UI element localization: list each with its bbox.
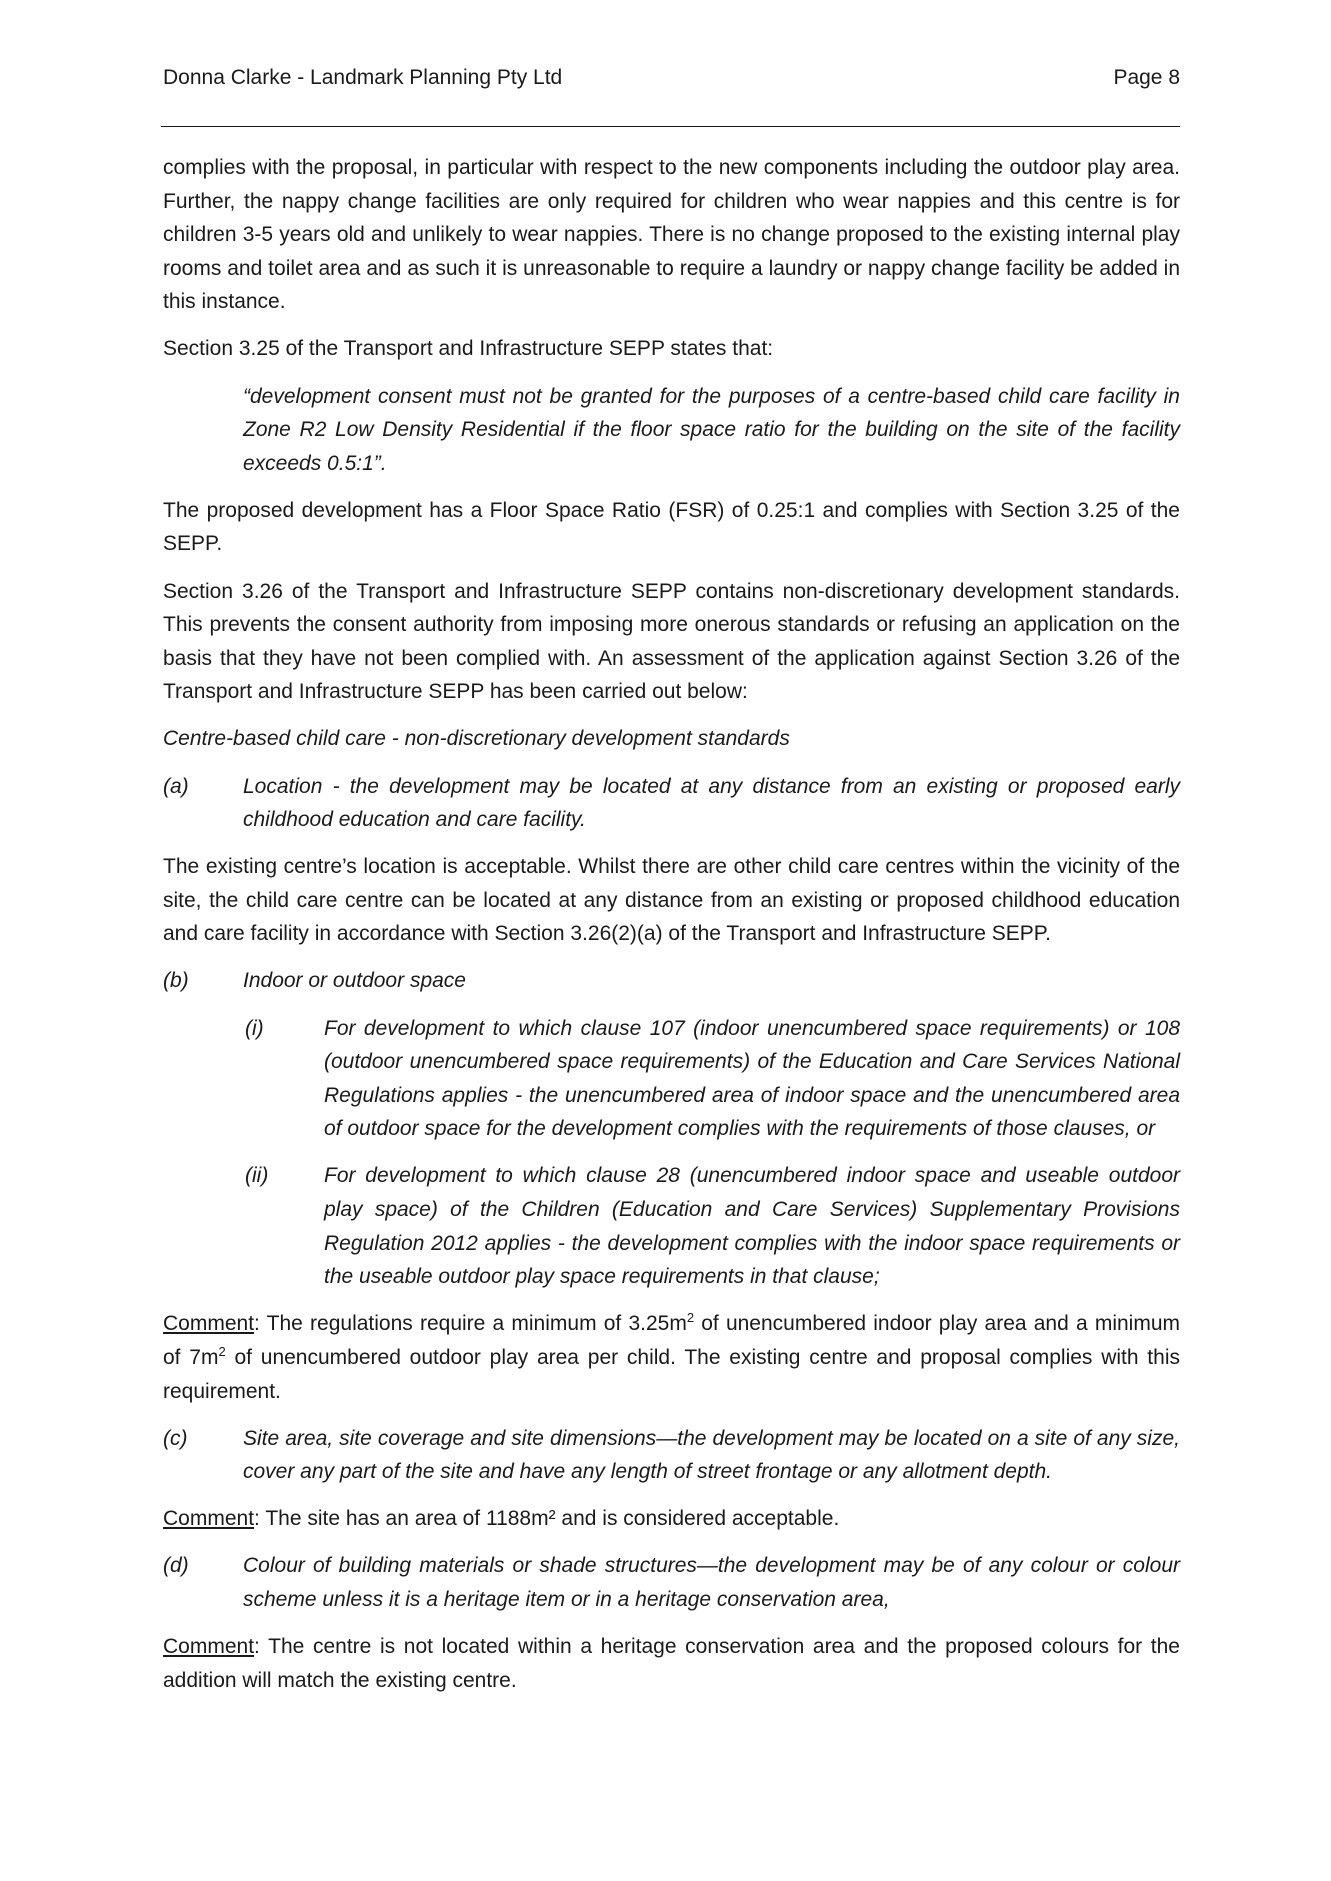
page-number: Page 8	[1113, 66, 1180, 89]
standard-item-b	[163, 964, 1180, 998]
item-label: (d)	[163, 1554, 189, 1578]
paragraph-section-3-25: Section 3.25 of the Transport and Infrastructure SEPP states that:	[163, 337, 774, 361]
comment-site-area: Comment: The site has an area of 1188m² and is considered acceptable.	[163, 1507, 840, 1531]
comment-heritage: Comment: The centre is not located within a heritage conservation area and the proposed colours for the addition will match the existing centre.	[163, 1635, 1180, 1692]
paragraph-section-3-26: Section 3.26 of the Transport and Infrastructure SEPP contains non-discretionary development standards. This prevents the consent authority from imposing more onerous standards or refusing an application on the basis that they have not been complied with. An assessment of the application against Section 3.26 of the Transport and Infrastructure SEPP has been carried out below:	[163, 579, 1180, 704]
sepp-quote: “development consent must not be granted for the purposes of a centre-based child care facility in Zone R2 Low Density Residential if the floor space ratio for the building on the site of the facility exceeds 0.5:1”.	[243, 384, 1180, 475]
subitem-label: (ii)	[245, 1164, 269, 1188]
subitem-text: For development to which clause 28 (unencumbered indoor space and useable outdoor play space) of the Children (Education and Care Services) Supplementary Provisions Regulation 2012 applies - the development complies with the indoor space requirements or the useable outdoor play space requirements in that clause;	[324, 1164, 1180, 1289]
header-author: Donna Clarke - Landmark Planning Pty Ltd	[163, 66, 563, 89]
paragraph-location: The existing centre’s location is acceptable. Whilst there are other child care centres within the vicinity of the site, the child care centre can be located at any distance from an existing or proposed childhood education and care facility in accordance with Section 3.26(2)(a) of the Transport and Infrastructure SEPP.	[163, 855, 1180, 946]
comment-label: Comment	[163, 1507, 255, 1531]
subitem-text: For development to which clause 107 (indoor unencumbered space requirements) or 108 (outdoor unencumbered space requirements) of the Education and Care Services National Regulations applies - the unencumbered area of indoor space and the unencumbered area of outdoor space for the development complies with the requirements of those clauses, or	[324, 1016, 1180, 1141]
standard-item-d	[163, 1549, 1180, 1616]
document-body	[163, 151, 1180, 1711]
comment-label: Comment	[163, 1312, 255, 1336]
standard-item-a	[163, 770, 1180, 837]
paragraph-intro: complies with the proposal, in particular with respect to the new components including the outdoor play area. Further, the nappy change facilities are only required for children who wear nappies and this centre is for children 3-5 years old and unlikely to wear nappies. There is no change proposed to the existing internal play rooms and toilet area and as such it is unreasonable to require a laundry or nappy change facility be added in this instance.	[163, 156, 1180, 314]
item-text: Indoor or outdoor space	[243, 969, 466, 993]
item-text: Site area, site coverage and site dimensions—the development may be located on a site of any size, cover any part of the site and have any length of street frontage or any allotment depth.	[243, 1426, 1180, 1484]
item-text: Colour of building materials or shade structures—the development may be of any colour or colour scheme unless it is a heritage item or in a heritage conservation area,	[243, 1554, 1180, 1611]
subitem-label: (i)	[245, 1016, 264, 1040]
standards-subheading: Centre-based child care - non-discretionary development standards	[163, 727, 790, 751]
comment-label: Comment	[163, 1635, 255, 1659]
item-text: Location - the development may be located at any distance from an existing or proposed early childhood education and care facility.	[243, 774, 1180, 832]
paragraph-fsr: The proposed development has a Floor Space Ratio (FSR) of 0.25:1 and complies with Section 3.25 of the SEPP.	[163, 498, 1180, 556]
item-label: (b)	[163, 969, 189, 993]
comment-space: Comment: The regulations require a minimum of $3.25m^2$ of unencumbered indoor play area and a minimum of $7m^2$ of unencumbered outdoor play area per child. The existing centre and proposal complies with this requirement.	[163, 1310, 1181, 1403]
item-label: (c)	[163, 1426, 188, 1450]
header-divider	[161, 126, 1180, 127]
standard-subitem-i	[163, 1012, 1180, 1146]
standard-item-c	[163, 1422, 1180, 1489]
standard-subitem-ii	[163, 1159, 1180, 1293]
item-label: (a)	[163, 774, 189, 798]
